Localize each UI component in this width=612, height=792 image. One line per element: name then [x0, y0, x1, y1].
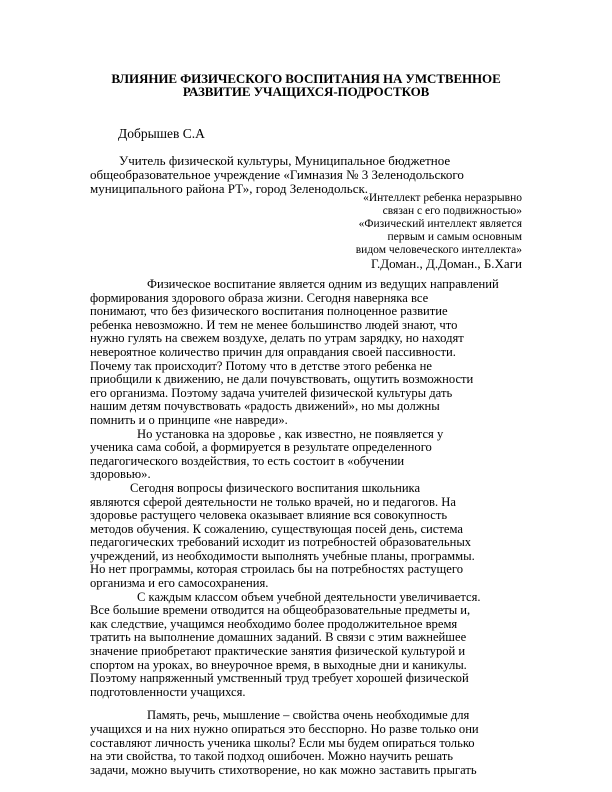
body-line: Память, речь, мышление – свойства очень необходимые для — [147, 708, 470, 723]
body-line: невероятное количество причин для оправдания своей пассивности. — [90, 344, 456, 359]
body-line: Почему так происходит? Потому что в детстве этого ребенка не — [90, 358, 432, 373]
body-line: являются сферой деятельности не только врачей, но и педагогов. На — [90, 494, 456, 509]
body-line: подготовленности учащихся. — [90, 684, 246, 699]
author-affiliation — [90, 154, 530, 196]
body-line: Но нет программы, которая строилась бы на потребностях растущего — [90, 562, 463, 577]
body-line: Физическое воспитание является одним из ведущих направлений — [147, 277, 499, 291]
body-line: здоровье растущего человека оказывает влияние вся совокупность — [90, 508, 448, 523]
body-line: Поэтому напряженный умственный труд требует хорошей физической — [90, 671, 469, 686]
epigraph-line: «Интеллект ребенка неразрывно — [363, 192, 522, 204]
body-line: формирования здорового образа жизни. Сегодня наверняка все — [90, 290, 429, 305]
epigraph-line: связан с его подвижностью» — [382, 205, 522, 217]
epigraph-authors: Г.Доман., Д.Доман., Б.Хаги — [370, 256, 522, 271]
body-line: приобщили к движению, не дали почувствовать, ощутить возможности — [90, 372, 474, 387]
body-line: составляют личность ученика школы? Если мы будем опираться только — [90, 735, 475, 750]
body-line: организма и его самосохранения. — [90, 576, 269, 591]
body-line: как следствие, учащимся необходимо более продолжительное время — [90, 616, 458, 631]
body-line: спортом на уроках, во внеурочное время, в выходные дни и каникулы. — [90, 657, 467, 672]
body-line: методов обучения. К сожалению, существующая посей день, система — [90, 521, 463, 536]
body-line: ученика сама собой, а формируется в результате определенного — [90, 440, 432, 455]
document-title — [60, 72, 552, 98]
body-line: понимают, что без физического воспитания полноценное развитие — [90, 304, 448, 319]
body-line: его организма. Поэтому задача учителей физической культуры дать — [90, 385, 453, 400]
body-line: здоровью». — [90, 467, 151, 482]
affiliation-line: Учитель физической культуры, Муниципальное бюджетное — [119, 153, 451, 168]
body-line: нужно гулять на свежем воздухе, делать по утрам зарядку, но находят — [90, 331, 464, 346]
epigraph-line: «Физический интеллект является — [358, 218, 522, 230]
body-line: Сегодня вопросы физического воспитания школьника — [130, 480, 421, 495]
body-line: педагогических требований исходит из потребностей образовательных — [90, 535, 472, 550]
body-line: учащихся и на них нужно опираться это бесспорно. Но разве только они — [90, 722, 479, 736]
body-line: ребенка невозможно. И тем не менее большинство людей знают, что — [90, 317, 458, 332]
body-line: педагогического воздействия, то есть состоит в «обучении — [90, 453, 405, 468]
body-line: на эти свойства, то такой подход ошибочен. Можно научить решать — [90, 749, 453, 764]
title-line: ВЛИЯНИЕ ФИЗИЧЕСКОГО ВОСПИТАНИЯ НА УМСТВЕННОЕ — [111, 71, 501, 86]
epigraph-line: видом человеческого интеллекта» — [355, 244, 522, 256]
body-line: учреждений, из необходимости выполнять учебные планы, программы. — [90, 548, 475, 563]
author-name: Добрышев С.А — [118, 126, 205, 141]
epigraph-line: первым и самым основным — [387, 231, 522, 243]
body-line: значение приобретают практические занятия физической культурой и — [90, 644, 466, 659]
epigraph — [356, 192, 522, 271]
affiliation-line: муниципального района РТ», город Зеленодольск. — [90, 181, 369, 196]
body-line: тратить на выполнение домашних заданий. В связи с этим важнейшее — [90, 630, 467, 645]
body-line: Все большие времени отводится на общеобразовательные предметы и, — [90, 603, 471, 618]
body-text — [90, 278, 530, 777]
body-line: задачи, можно выучить стихотворение, но как можно заставить прыгать — [90, 762, 477, 777]
body-line: нашим детям почувствовать «радость движений», но мы должны — [90, 399, 440, 414]
affiliation-line: общеобразовательное учреждение «Гимназия № 3 Зеленодольского — [90, 167, 464, 182]
body-line: С каждым классом объем учебной деятельности увеличивается. — [137, 589, 481, 604]
body-line: Но установка на здоровье , как известно, не появляется у — [137, 426, 444, 441]
title-line: РАЗВИТИЕ УЧАЩИХСЯ-ПОДРОСТКОВ — [182, 84, 430, 99]
body-line: помнить и о принципе «не навреди». — [90, 412, 288, 427]
